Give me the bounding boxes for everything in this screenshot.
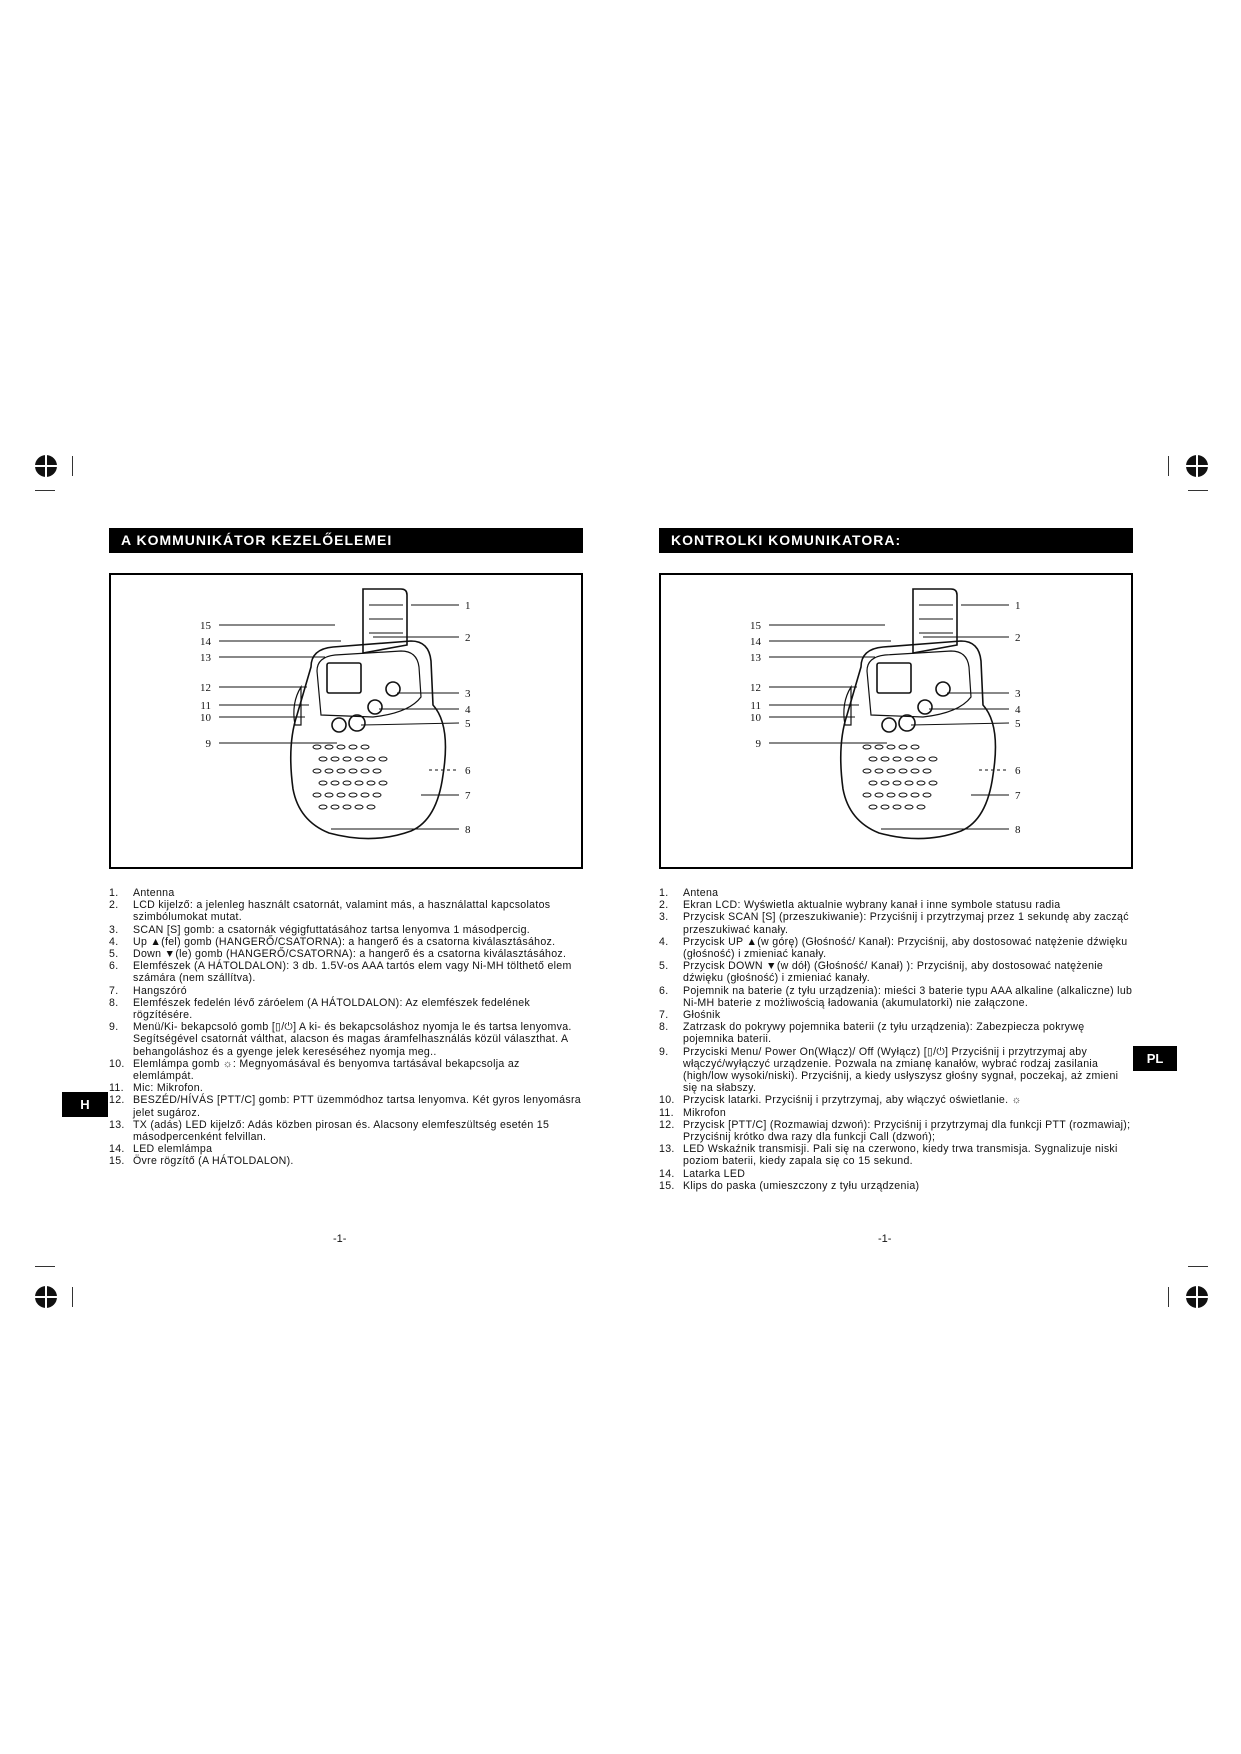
speaker-hole	[899, 745, 907, 749]
scan-button	[936, 682, 950, 696]
speaker-hole	[899, 769, 907, 773]
callout-label: 5	[1015, 718, 1021, 730]
list-item-text: LCD kijelző: a jelenleg használt csatornát, valamint más, a használattal kapcsolatos szimbólumokat mutat.	[133, 899, 551, 924]
speaker-hole	[887, 793, 895, 797]
callout-label: 10	[750, 712, 761, 724]
speaker-hole	[373, 769, 381, 773]
list-item	[659, 1119, 1133, 1143]
list-item	[109, 1155, 583, 1167]
left-controls-list	[109, 887, 583, 1168]
registration-mark-bottom-left	[35, 1286, 57, 1308]
speaker-hole	[929, 781, 937, 785]
speaker-hole	[349, 745, 357, 749]
speaker-hole	[911, 769, 919, 773]
up-button	[918, 700, 932, 714]
list-item-number: 3.	[109, 923, 119, 936]
left-page	[109, 528, 583, 1168]
speaker-hole	[905, 781, 913, 785]
list-item-number: 1.	[659, 887, 669, 899]
callout-label: 13	[200, 652, 211, 664]
list-item-number: 9.	[659, 1045, 669, 1058]
list-item	[659, 887, 1133, 899]
callout-label: 12	[200, 682, 211, 694]
list-item-number: 2.	[659, 899, 669, 912]
callout-line	[361, 723, 459, 725]
speaker-hole	[361, 793, 369, 797]
speaker-hole	[875, 769, 883, 773]
list-item-text: Övre rögzítő (A HÁTOLDALON).	[133, 1155, 294, 1168]
list-item-text: BESZÉD/HÍVÁS [PTT/C] gomb: PTT üzemmódhoz tartsa lenyomva. Két gyros lenyomásra jelet sugároz.	[133, 1094, 581, 1119]
speaker-hole	[929, 757, 937, 761]
list-item	[659, 1009, 1133, 1021]
down-button	[899, 715, 915, 731]
radio-drawing	[769, 589, 1009, 839]
registration-mark-bottom-right	[1186, 1286, 1208, 1308]
up-button	[368, 700, 382, 714]
list-item-number: 15.	[109, 1155, 125, 1168]
list-item-text: LED elemlámpa	[133, 1143, 213, 1156]
antenna-grip	[369, 605, 403, 633]
speaker-hole	[893, 757, 901, 761]
list-item-text: Down ▼(le) gomb (HANGERŐ/CSATORNA): a hangerő és a csatorna kiválasztásához.	[133, 948, 567, 961]
list-item	[659, 985, 1133, 1009]
list-item	[659, 1107, 1133, 1119]
speaker-hole	[337, 769, 345, 773]
callout-label: 6	[465, 765, 471, 777]
list-item-number: 4.	[109, 935, 119, 948]
list-item-text: Głośnik	[683, 1009, 721, 1022]
speaker-hole	[863, 793, 871, 797]
left-radio-diagram	[109, 573, 583, 869]
list-item-number: 2.	[109, 899, 119, 912]
front-panel	[867, 651, 971, 717]
callout-label: 5	[465, 718, 471, 730]
list-item	[659, 911, 1133, 935]
speaker-hole	[355, 781, 363, 785]
list-item-text: Przycisk [PTT/C] (Rozmawiaj dzwoń): Przyciśnij i przytrzymaj dla funkcji PTT (rozmawiaj); Przyciśnij krótko dwa razy dla funkcji Call (dzwoń);	[683, 1118, 1131, 1144]
speaker-hole	[337, 793, 345, 797]
list-item-text: Up ▲(fel) gomb (HANGERŐ/CSATORNA): a hangerő és a csatorna kiválasztásához.	[133, 935, 556, 948]
speaker-hole	[361, 769, 369, 773]
list-item-number: 15.	[659, 1179, 675, 1192]
list-item-text: Mic: Mikrofon.	[133, 1082, 204, 1095]
list-item-number: 5.	[109, 948, 119, 961]
crop-tick	[1168, 456, 1169, 476]
speaker-hole	[923, 793, 931, 797]
speaker-hole	[319, 757, 327, 761]
list-item-text: Przycisk DOWN ▼(w dół) (Głośność/ Kanał) ): Przyciśnij, aby dostosować natężenie dźwięku (głośność) i zmieniać kanały.	[683, 960, 1104, 985]
speaker-hole	[863, 745, 871, 749]
list-item	[659, 899, 1133, 911]
list-item	[109, 1082, 583, 1094]
speaker-hole	[887, 745, 895, 749]
callout-label: 4	[465, 704, 471, 716]
crop-tick	[1188, 490, 1208, 491]
crop-tick	[35, 490, 55, 491]
callout-label: 11	[200, 700, 211, 712]
callout-label: 13	[750, 652, 761, 664]
list-item-number: 14.	[109, 1143, 125, 1156]
callout-label: 1	[1015, 600, 1021, 612]
speaker-hole	[355, 757, 363, 761]
speaker-hole	[325, 793, 333, 797]
list-item-number: 7.	[659, 1009, 669, 1022]
speaker-hole	[361, 745, 369, 749]
list-item-text: Latarka LED	[683, 1167, 746, 1180]
list-item-number: 7.	[109, 984, 119, 997]
menu-button	[882, 718, 896, 732]
speaker-hole	[881, 781, 889, 785]
speaker-hole	[869, 757, 877, 761]
list-item-text: LED Wskaźnik transmisji. Pali się na czerwono, kiedy trwa transmisja. Sygnalizuje niski poziom baterii, kiedy zapala się co 15 sekund.	[683, 1143, 1118, 1168]
left-section-title: A KOMMUNIKÁTOR KEZELŐELEMEI	[109, 528, 583, 553]
speaker-hole	[343, 805, 351, 809]
left-page-number: -1-	[333, 1233, 347, 1245]
speaker-hole	[917, 805, 925, 809]
speaker-hole	[367, 757, 375, 761]
callout-line	[911, 723, 1009, 725]
registration-mark-top-right	[1186, 455, 1208, 477]
list-item	[659, 1046, 1133, 1095]
list-item-text: Pojemnik na baterie (z tyłu urządzenia): mieści 3 baterie typu AAA alkaline (alkaliczne) lub Ni-MH baterie z możliwością ładowania (akumulatorki) nie załączone.	[683, 984, 1133, 1009]
crop-tick	[72, 456, 73, 476]
list-item-text: Ekran LCD: Wyświetla aktualnie wybrany kanał i inne symbole statusu radia	[683, 899, 1061, 912]
menu-button	[332, 718, 346, 732]
speaker-hole	[349, 769, 357, 773]
list-item-text: Menü/Ki- bekapcsoló gomb [▯/⏻] A ki- és bekapcsoláshoz nyomja le és tartsa lenyomva. Segítségével csatornát válthat, alacson és magas áramfelhasználás közül választhat. A behangoláshoz és a gyenge jelek kereséséhez nyomja meg..	[133, 1021, 572, 1058]
list-item	[109, 960, 583, 984]
callout-label: 7	[465, 790, 471, 802]
list-item	[109, 1119, 583, 1143]
radio-illustration	[661, 575, 1131, 863]
speaker-hole	[343, 781, 351, 785]
callout-label: 10	[200, 712, 211, 724]
list-item-text: Przycisk UP ▲(w górę) (Głośność/ Kanał): Przyciśnij, aby dostosować natężenie dźwięku (głośność) i zmieniać kanały.	[683, 935, 1128, 961]
list-item	[659, 1094, 1133, 1106]
list-item-text: Klips do paska (umieszczony z tyłu urządzenia)	[683, 1179, 920, 1192]
radio-drawing	[219, 589, 459, 839]
list-item-number: 11.	[659, 1106, 674, 1119]
speaker-hole	[905, 757, 913, 761]
speaker-hole	[319, 805, 327, 809]
speaker-hole	[337, 745, 345, 749]
list-item	[659, 1180, 1133, 1192]
lcd-screen	[877, 663, 911, 693]
list-item	[659, 960, 1133, 984]
list-item-number: 1.	[109, 887, 119, 899]
right-page	[659, 528, 1133, 1192]
list-item-number: 11.	[109, 1082, 124, 1095]
crop-tick	[72, 1287, 73, 1307]
callout-label: 4	[1015, 704, 1021, 716]
speaker-hole	[349, 793, 357, 797]
crop-tick	[1168, 1287, 1169, 1307]
callout-label: 12	[750, 682, 761, 694]
speaker-hole	[923, 769, 931, 773]
list-item-number: 13.	[109, 1118, 125, 1131]
callout-label: 15	[750, 620, 761, 632]
list-item	[659, 1021, 1133, 1045]
list-item	[109, 997, 583, 1021]
callout-label: 1	[465, 600, 471, 612]
list-item	[109, 1094, 583, 1118]
list-item	[659, 1168, 1133, 1180]
list-item-number: 14.	[659, 1167, 675, 1180]
speaker-hole	[313, 769, 321, 773]
right-radio-diagram	[659, 573, 1133, 869]
speaker-hole	[875, 793, 883, 797]
right-page-number: -1-	[878, 1233, 892, 1245]
speaker-hole	[875, 745, 883, 749]
list-item	[659, 1143, 1133, 1167]
list-item-number: 4.	[659, 935, 669, 948]
list-item	[109, 948, 583, 960]
list-item-number: 5.	[659, 960, 669, 973]
list-item-text: Przycisk latarki. Przyciśnij i przytrzymaj, aby włączyć oświetlanie. ☼	[683, 1094, 1022, 1107]
speaker-hole	[917, 757, 925, 761]
speaker-hole	[869, 805, 877, 809]
callout-label: 8	[1015, 824, 1021, 836]
list-item	[109, 887, 583, 899]
language-tab-hungarian: H	[62, 1092, 108, 1117]
speaker-hole	[917, 781, 925, 785]
lcd-screen	[327, 663, 361, 693]
list-item-text: Elemlámpa gomb ☼: Megnyomásával és benyomva tartásával bekapcsolja az elemlámpát.	[133, 1057, 520, 1083]
callout-label: 14	[750, 636, 761, 648]
list-item	[109, 924, 583, 936]
list-item	[109, 936, 583, 948]
callout-label: 8	[465, 824, 471, 836]
callout-label: 2	[465, 632, 471, 644]
callout-label: 9	[205, 738, 211, 750]
callout-label: 7	[1015, 790, 1021, 802]
language-tab-polish: PL	[1133, 1046, 1177, 1071]
speaker-hole	[379, 757, 387, 761]
list-item	[109, 1143, 583, 1155]
list-item	[659, 936, 1133, 960]
speaker-hole	[863, 769, 871, 773]
list-item	[109, 899, 583, 923]
speaker-hole	[893, 781, 901, 785]
callout-label: 3	[465, 688, 471, 700]
right-section-title: KONTROLKI KOMUNIKATORA:	[659, 528, 1133, 553]
list-item-number: 10.	[659, 1094, 675, 1107]
list-item-number: 8.	[109, 996, 119, 1009]
speaker-hole	[379, 781, 387, 785]
speaker-hole	[905, 805, 913, 809]
speaker-hole	[331, 805, 339, 809]
scan-button	[386, 682, 400, 696]
right-controls-list	[659, 887, 1133, 1192]
list-item-number: 12.	[659, 1118, 675, 1131]
list-item-number: 13.	[659, 1143, 675, 1156]
list-item-text: Przycisk SCAN [S] (przeszukiwanie): Przyciśnij i przytrzymaj przez 1 sekundę aby zacząć przeszukiwać kanały.	[683, 911, 1129, 936]
antenna-grip	[919, 605, 953, 633]
speaker-hole	[367, 805, 375, 809]
speaker-hole	[319, 781, 327, 785]
callout-label: 11	[750, 700, 761, 712]
speaker-hole	[869, 781, 877, 785]
speaker-hole	[325, 769, 333, 773]
list-item-number: 12.	[109, 1094, 125, 1107]
list-item-number: 9.	[109, 1021, 119, 1034]
crop-tick	[1188, 1266, 1208, 1267]
speaker-hole	[887, 769, 895, 773]
crop-tick	[35, 1266, 55, 1267]
speaker-hole	[367, 781, 375, 785]
list-item-number: 6.	[109, 960, 119, 973]
speaker-hole	[899, 793, 907, 797]
speaker-hole	[893, 805, 901, 809]
speaker-hole	[881, 805, 889, 809]
callout-label: 15	[200, 620, 211, 632]
speaker-hole	[331, 781, 339, 785]
list-item-number: 6.	[659, 984, 669, 997]
list-item-number: 8.	[659, 1021, 669, 1034]
speaker-hole	[331, 757, 339, 761]
list-item-text: Hangszóró	[133, 984, 187, 997]
list-item	[109, 1021, 583, 1058]
registration-mark-top-left	[35, 455, 57, 477]
radio-illustration	[111, 575, 581, 863]
list-item-number: 10.	[109, 1057, 125, 1070]
callout-label: 2	[1015, 632, 1021, 644]
list-item-text: TX (adás) LED kijelző: Adás közben pirosan és. Alacsony elemfeszültség esetén 15 másodpercenként felvillan.	[133, 1118, 550, 1144]
list-item	[109, 985, 583, 997]
speaker-hole	[355, 805, 363, 809]
list-item-number: 3.	[659, 911, 669, 924]
callout-label: 3	[1015, 688, 1021, 700]
speaker-hole	[313, 793, 321, 797]
speaker-hole	[313, 745, 321, 749]
speaker-hole	[343, 757, 351, 761]
speaker-hole	[373, 793, 381, 797]
callout-label: 14	[200, 636, 211, 648]
list-item-text: Przyciski Menu/ Power On(Włącz)/ Off (Wyłącz) [▯/⏻] Przyciśnij i przytrzymaj aby włączyć/wyłączyć urządzenie. Pozwala na zmianę kanałów, wybrać rodzaj zasilania (high/low wysoki/niski). Przyciśnij, a kiedy usłyszysz głośny sygnał, poczekaj, aż zmieni się na słabszy.	[683, 1045, 1119, 1095]
list-item-text: Mikrofon	[683, 1106, 727, 1119]
down-button	[349, 715, 365, 731]
list-item	[109, 1058, 583, 1082]
speaker-hole	[911, 745, 919, 749]
speaker-hole	[911, 793, 919, 797]
list-item-text: Elemfészek (A HÁTOLDALON): 3 db. 1.5V-os AAA tartós elem vagy Ni-MH tölthető elem számára (nem szállítva).	[133, 960, 572, 985]
list-item-text: Antenna	[133, 887, 175, 899]
list-item-text: Antena	[683, 887, 719, 899]
list-item-text: Elemfészek fedelén lévő záróelem (A HÁTOLDALON): Az elemfészek fedelének rögzítésére.	[133, 996, 531, 1022]
list-item-text: SCAN [S] gomb: a csatornák végigfuttatásához tartsa lenyomva 1 másodpercig.	[133, 923, 530, 936]
callout-label: 6	[1015, 765, 1021, 777]
speaker-hole	[325, 745, 333, 749]
front-panel	[317, 651, 421, 717]
speaker-hole	[881, 757, 889, 761]
list-item-text: Zatrzask do pokrywy pojemnika baterii (z tyłu urządzenia): Zabezpiecza pokrywę pojemnika baterii.	[683, 1021, 1085, 1046]
callout-label: 9	[755, 738, 761, 750]
